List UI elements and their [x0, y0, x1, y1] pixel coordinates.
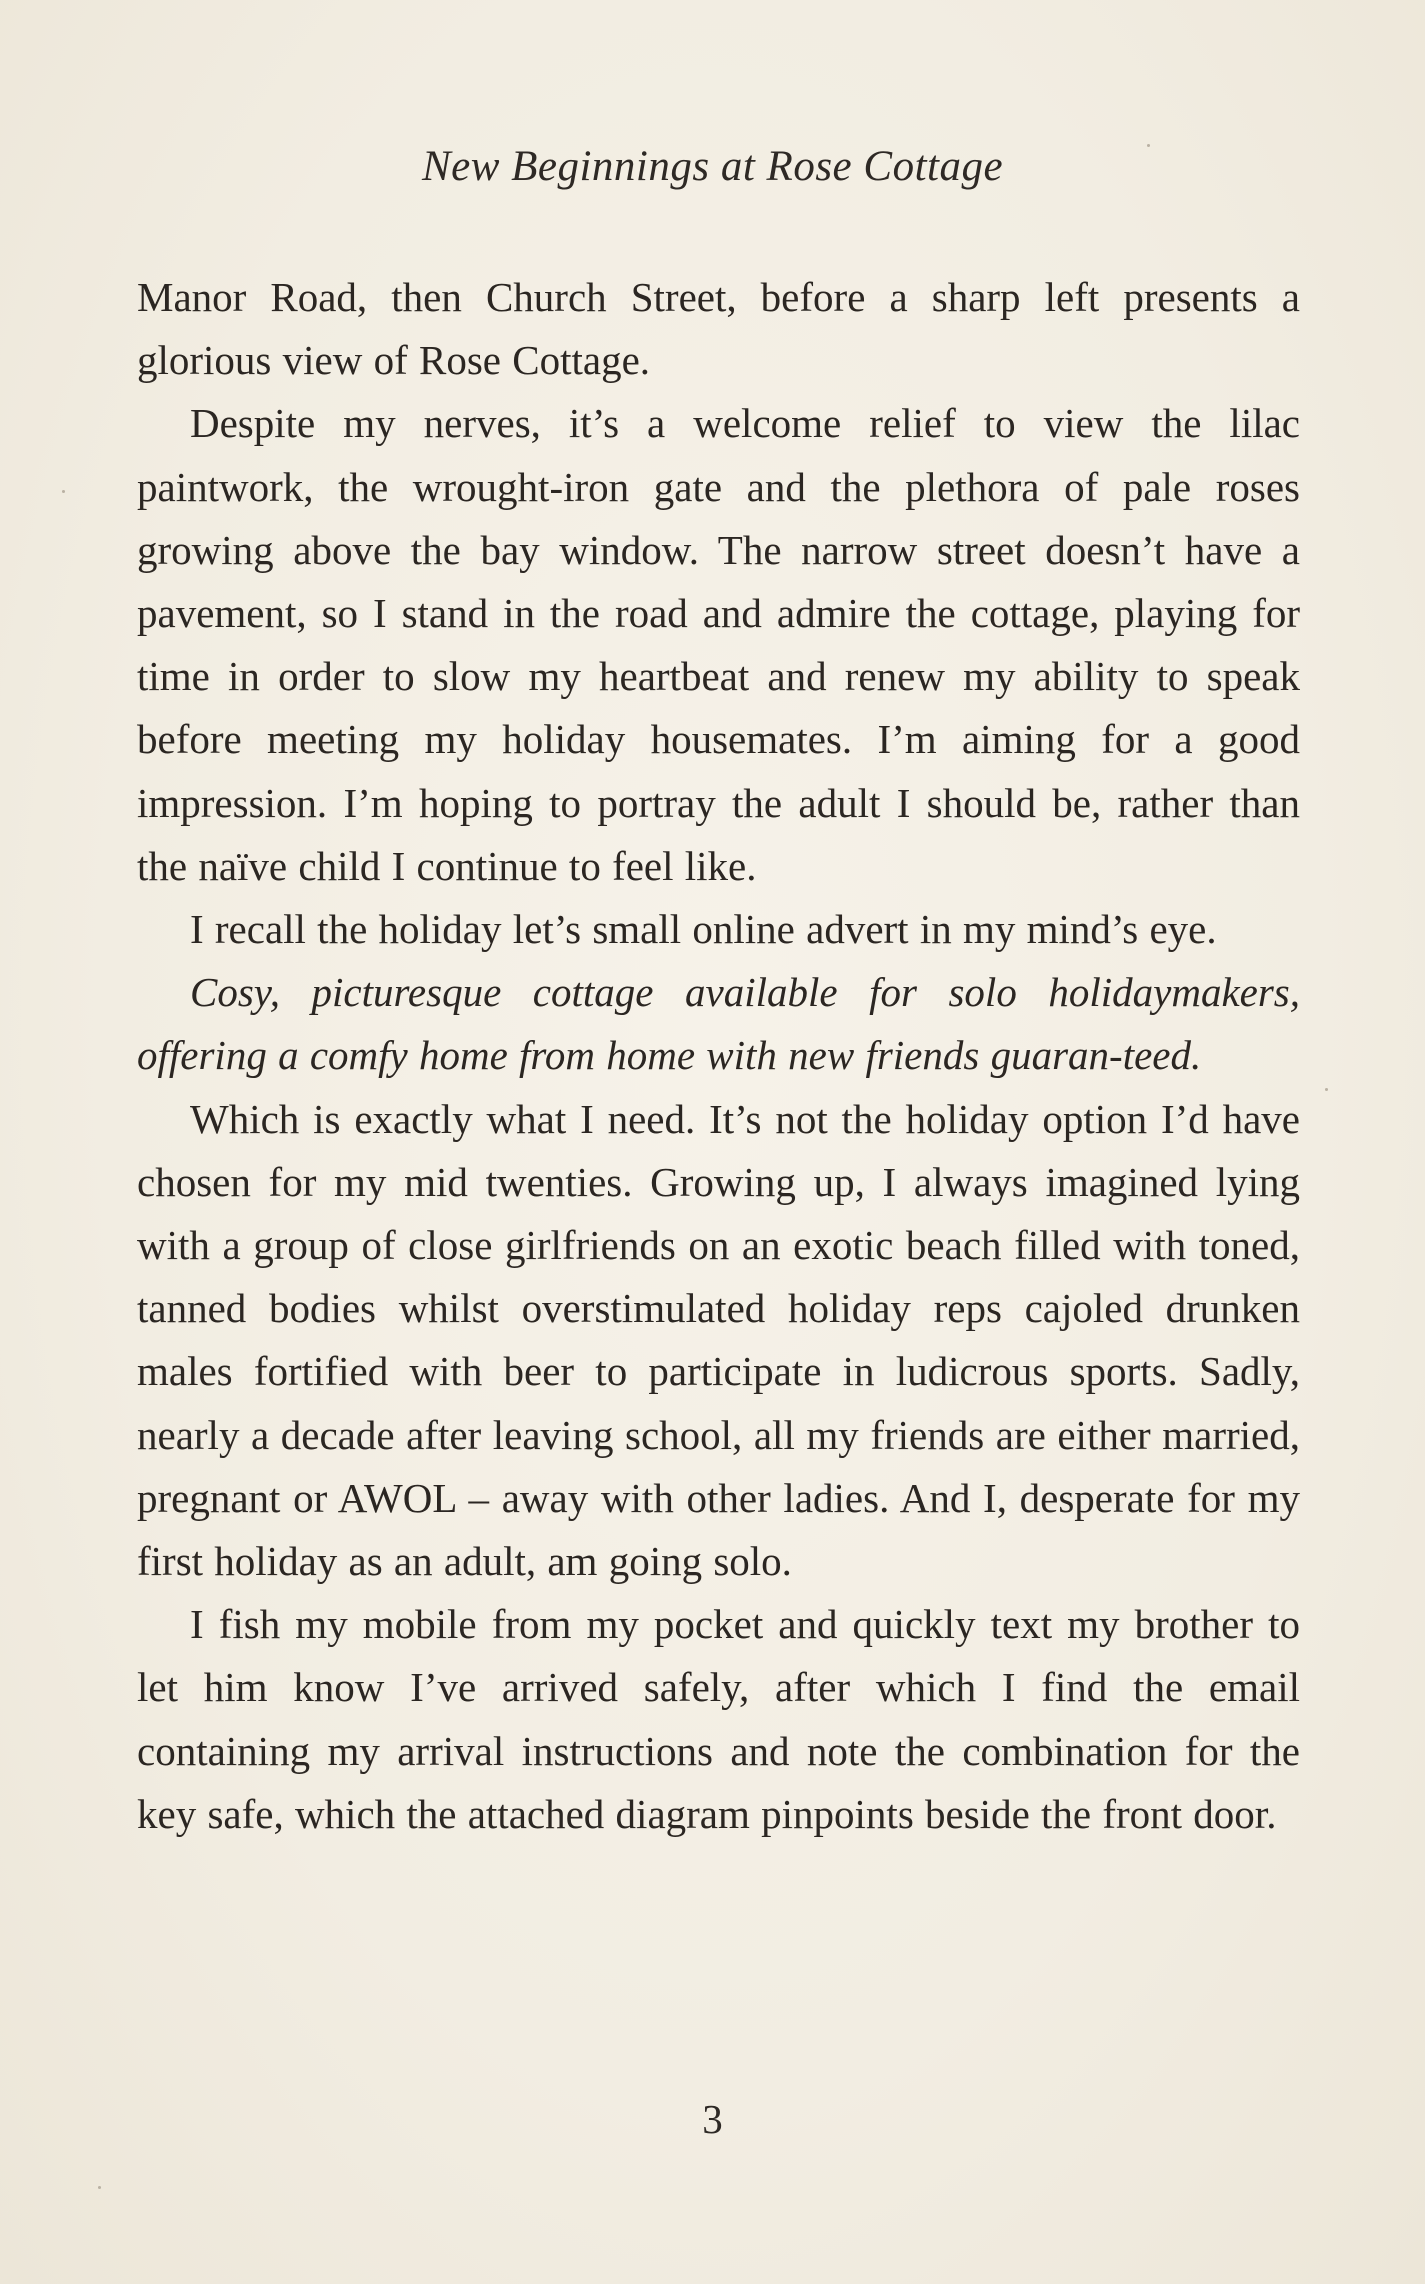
paper-speck	[98, 2186, 101, 2189]
paper-speck	[1147, 144, 1150, 147]
advert-quote: Cosy, picturesque cottage available for solo holidaymakers, offering a comfy home from home with new friends guaran-teed.	[137, 969, 1300, 1079]
page-number: 3	[702, 2096, 723, 2142]
paragraph-3: I recall the holiday let’s small online advert in my mind’s eye.	[190, 906, 1217, 953]
running-head: New Beginnings at Rose Cottage	[421, 143, 1004, 190]
paper-speck	[1325, 1088, 1328, 1091]
body-text	[137, 266, 1300, 1846]
paragraph-5: Which is exactly what I need. It’s not the holiday option I’d have chosen for my mid twenties. Growing up, I always imagined lying with a group of close girlfriends on an exotic beach filled with toned, tanned bodies whilst overstimulated holiday reps cajoled drunken males fortified with beer to participate in ludicrous sports. Sadly, nearly a decade after leaving school, all my friends are either married, pregnant or AWOL – away with other ladies. And I, desperate for my first holiday as an adult, am going solo.	[137, 1095, 1300, 1585]
paper-speck	[62, 490, 65, 493]
paragraph-2: Despite my nerves, it’s a welcome relief to view the lilac paintwork, the wrought-iron gate and the plethora of pale roses growing above the bay window. The narrow street doesn’t have a pavement, so I stand in the road and admire the cottage, playing for time in order to slow my heartbeat and renew my ability to speak before meeting my holiday housemates. I’m aiming for a good impression. I’m hoping to portray the adult I should be, rather than the naïve child I continue to feel like.	[137, 400, 1300, 889]
paragraph-1: Manor Road, then Church Street, before a sharp left presents a glorious view of Rose Cottage.	[137, 274, 1300, 384]
paragraph-6: I fish my mobile from my pocket and quickly text my brother to let him know I’ve arrived safely, after which I find the email containing my arrival instructions and note the combination for the key safe, which the attached diagram pinpoints beside the front door.	[137, 1601, 1300, 1837]
